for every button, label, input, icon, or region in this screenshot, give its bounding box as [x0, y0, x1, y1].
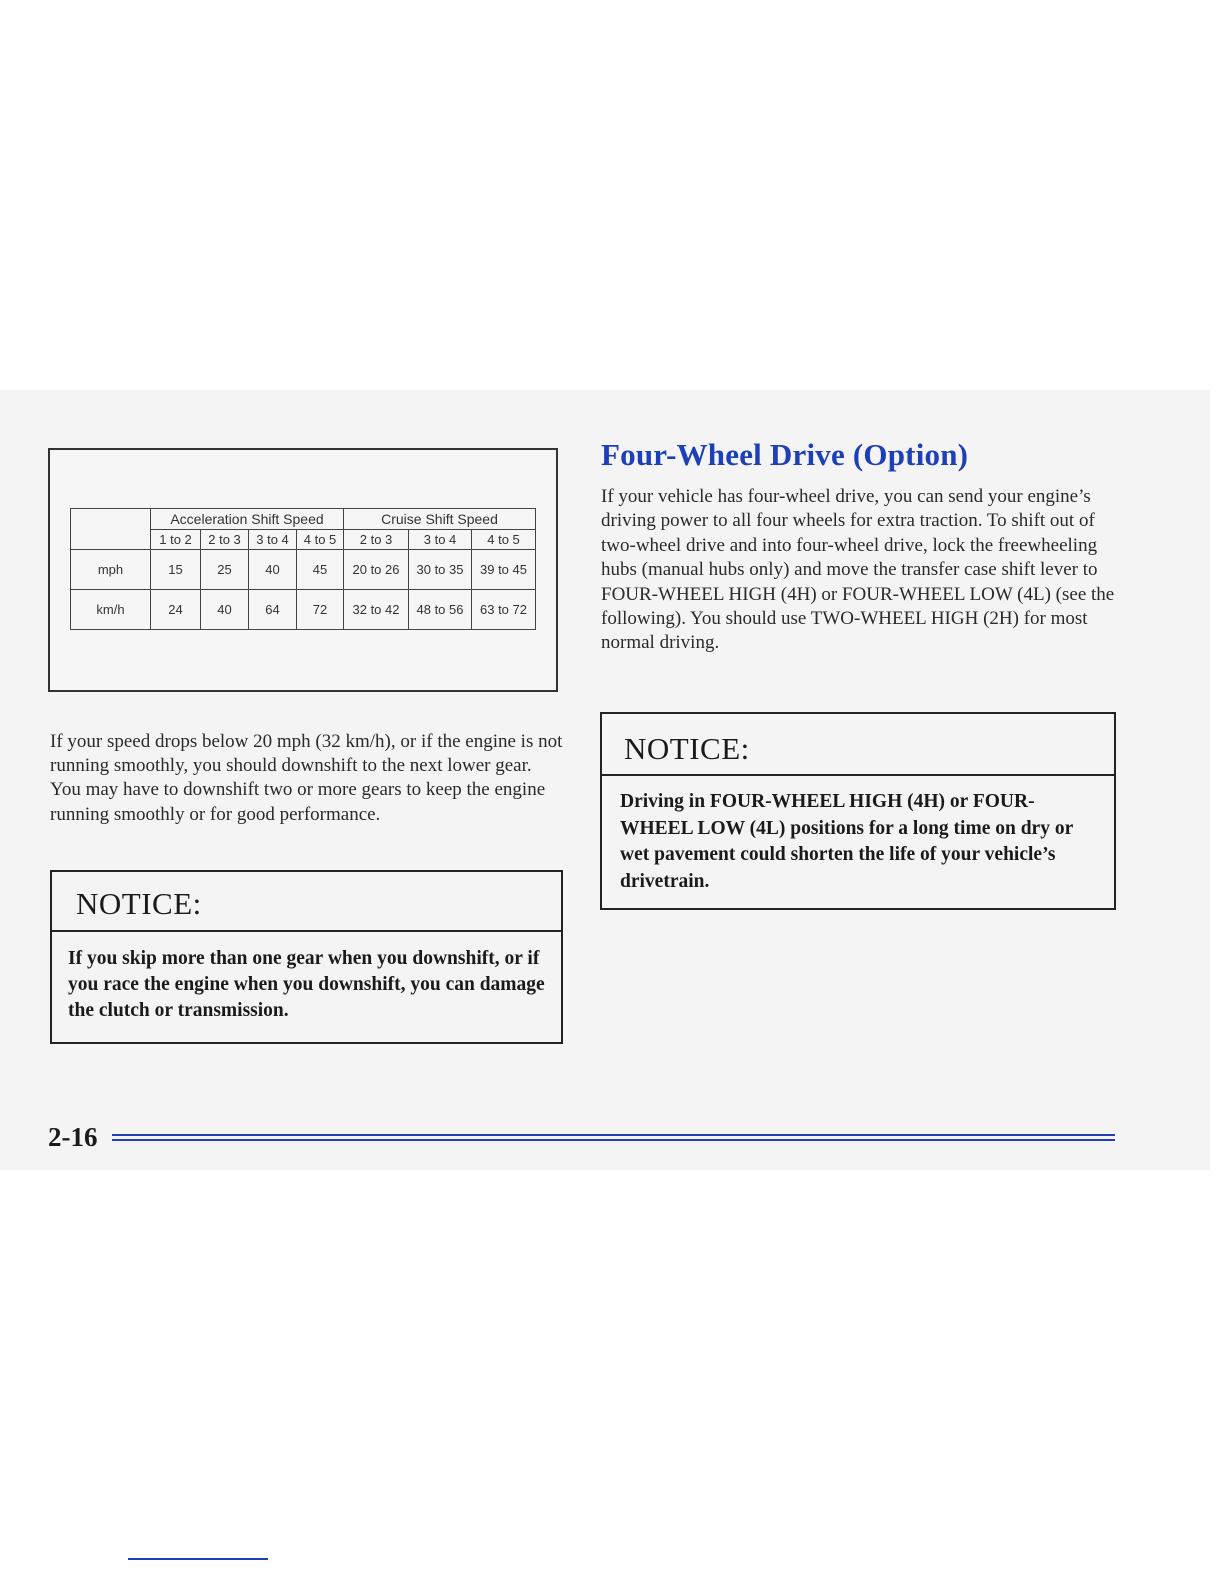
bottom-mark [128, 1558, 268, 1560]
column-header: 4 to 5 [297, 530, 344, 550]
section-title: Four-Wheel Drive (Option) [601, 437, 969, 472]
notice-title: NOTICE: [602, 714, 1114, 776]
row-unit: km/h [71, 590, 151, 630]
table-cell: 48 to 56 [409, 590, 472, 630]
notice-text: Driving in FOUR-WHEEL HIGH (4H) or FOUR-WHEEL LOW (4L) positions for a long time on dry or wet pavement could shorten the life of your vehicle’s drivetrain. [620, 791, 1073, 892]
table-cell: 39 to 45 [472, 550, 536, 590]
footer-rule [112, 1134, 1115, 1142]
row-unit: mph [71, 550, 151, 590]
table-row [71, 550, 536, 590]
column-header: 1 to 2 [151, 530, 201, 550]
footer-rule-line [112, 1134, 1115, 1136]
table-cell: 24 [151, 590, 201, 630]
four-wheel-drive-paragraph: If your vehicle has four-wheel drive, you can send your engine’s driving power to all four wheels for extra traction. To shift out of two-wheel drive and into four-wheel drive, lock the freewheeling hubs (manual hubs only) and move the transfer case shift lever to FOUR-WHEEL HIGH (4H) or FOUR-WHEEL LOW (4L) (see the following). You should use TWO-WHEEL HIGH (2H) for most normal driving. [601, 486, 1115, 654]
table-cell: 63 to 72 [472, 590, 536, 630]
column-header: 3 to 4 [409, 530, 472, 550]
table-cell: 32 to 42 [344, 590, 409, 630]
column-header: 4 to 5 [472, 530, 536, 550]
table-cell: 64 [249, 590, 297, 630]
table-cell: 40 [249, 550, 297, 590]
table-corner-cell [71, 509, 151, 550]
column-header: 2 to 3 [344, 530, 409, 550]
notice-box-four-wheel-drive [600, 712, 1116, 910]
table-cell: 15 [151, 550, 201, 590]
column-header: 2 to 3 [201, 530, 249, 550]
page-number: 2-16 [48, 1122, 98, 1152]
notice-box-downshift [50, 870, 563, 1044]
shift-speed-table-frame [48, 448, 558, 692]
shift-speed-table [70, 508, 536, 630]
notice-text: If you skip more than one gear when you downshift, or if you race the engine when you downshift, you can damage the clutch or transmission. [68, 948, 545, 1021]
table-cell: 25 [201, 550, 249, 590]
column-header: 3 to 4 [249, 530, 297, 550]
footer-rule-line [112, 1139, 1115, 1141]
cruise-group-header: Cruise Shift Speed [344, 509, 536, 530]
table-cell: 30 to 35 [409, 550, 472, 590]
downshift-paragraph: If your speed drops below 20 mph (32 km/h), or if the engine is not running smoothly, you should downshift to the next lower gear. You may have to downshift two or more gears to keep the engine running smoothly or for good performance. [50, 731, 563, 825]
table-cell: 72 [297, 590, 344, 630]
table-cell: 40 [201, 590, 249, 630]
notice-title: NOTICE: [52, 872, 561, 932]
acceleration-group-header: Acceleration Shift Speed [151, 509, 344, 530]
table-row [71, 590, 536, 630]
table-cell: 20 to 26 [344, 550, 409, 590]
table-cell: 45 [297, 550, 344, 590]
